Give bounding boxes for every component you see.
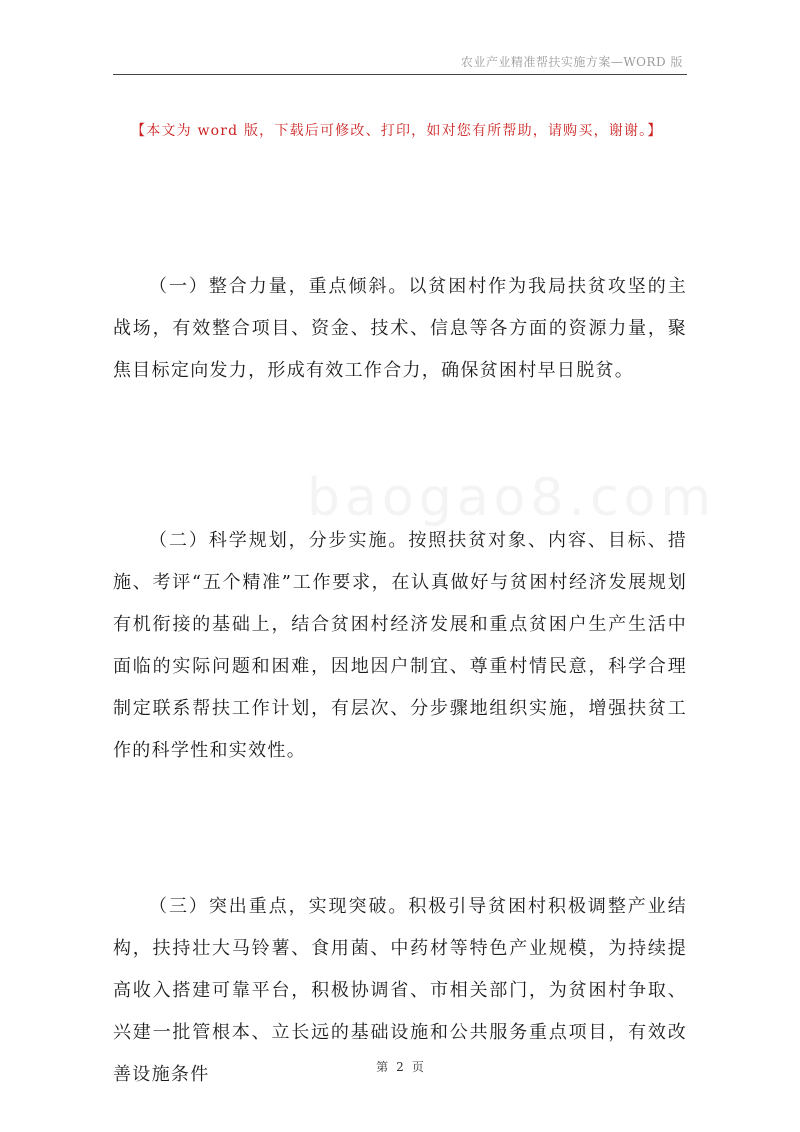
page-footer: [0, 1058, 800, 1075]
paragraph-3: （三）突出重点，实现突破。积极引导贫困村积极调整产业结构，扶持壮大马铃薯、食用菌、中药材等特色产业规模，为持续提高收入搭建可靠平台，积极协调省、市相关部门，为贫困村争取、兴建一批管根本、立长远的基础设施和公共服务重点项目，有效改善设施条件: [113, 896, 687, 1085]
header-divider: [113, 74, 687, 75]
purchase-notice: 【本文为 word 版，下载后可修改、打印，如对您有所帮助，请购买，谢谢。】: [131, 123, 663, 139]
header-title: 农业产业精准帮扶实施方案—WORD 版: [460, 55, 683, 69]
footer-prefix: 第: [376, 1060, 389, 1074]
paragraph-2: （二）科学规划，分步实施。按照扶贫对象、内容、目标、措施、考评“五个精准”工作要求，在认真做好与贫困村经济发展规划有机衔接的基础上，结合贫困村经济发展和重点贫困户生产生活中面临的实际问题和困难，因地因户制宜、尊重村情民意，科学合理制定联系帮扶工作计划，有层次、分步骤地组织实施，增强扶贫工作的科学性和实效性。: [113, 530, 687, 761]
page-number: 2: [396, 1060, 404, 1074]
paragraph-1: （一）整合力量，重点倾斜。以贫困村作为我局扶贫攻坚的主战场，有效整合项目、资金、技术、信息等各方面的资源力量，聚焦目标定向发力，形成有效工作合力，确保贫困村早日脱贫。: [113, 276, 687, 381]
watermark: baogao8.com: [307, 468, 717, 528]
footer-suffix: 页: [411, 1060, 424, 1074]
